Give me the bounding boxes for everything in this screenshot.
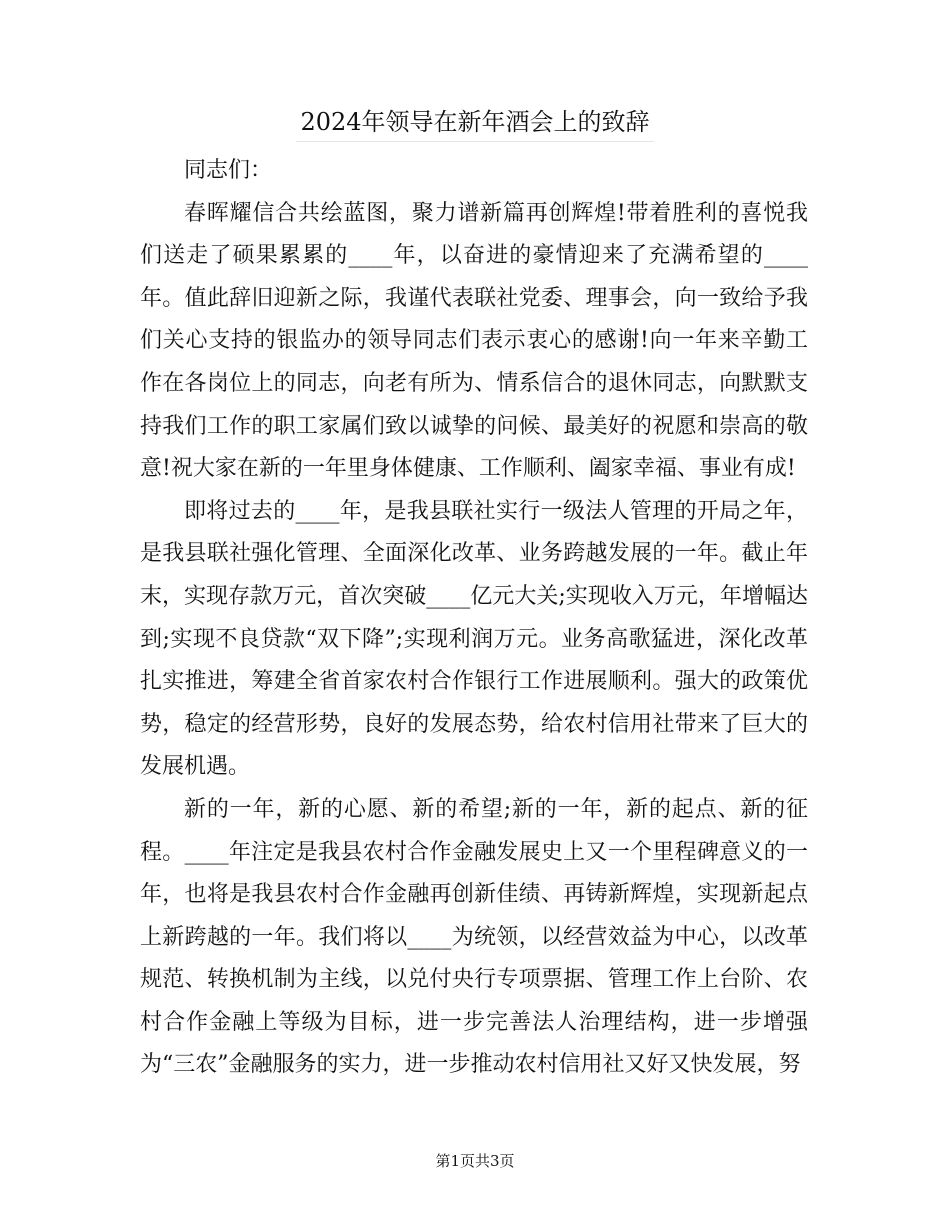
page-number: 第1页共3页 xyxy=(435,1152,515,1170)
paragraph-3: 新的一年，新的心愿、新的希望;新的一年，新的起点、新的征程。____年注定是我县农村合作金融发展史上又一个里程碑意义的一年，也将是我县农村合作金融再创新佳绩、再铸新辉煌，实现新起点上新跨越的一年。我们将以____为统领，以经营效益为中心，以改革规范、转换机制为主线，以兑付央行专项票据、管理工作上台阶、农村合作金融上等级为目标，进一步完善法人治理结构，进一步增强为“三农”金融服务的实力，进一步推动农村信用社又好又快发展，努 xyxy=(140,796,808,1078)
greeting: 同志们： xyxy=(184,158,273,183)
document-title xyxy=(0,104,950,142)
paragraph-1: 春晖耀信合共绘蓝图，聚力谱新篇再创辉煌!带着胜利的喜悦我们送走了硕果累累的____年，以奋进的豪情迎来了充满希望的____年。值此辞旧迎新之际，我谨代表联社党委、理事会，向一致给予我们关心支持的银监办的领导同志们表示衷心的感谢!向一年来辛勤工作在各岗位上的同志，向老有所为、情系信合的退休同志，向默默支持我们工作的职工家属们致以诚挚的问候、最美好的祝愿和崇高的敬意!祝大家在新的一年里身体健康、工作顺利、阖家幸福、事业有成! xyxy=(140,200,808,482)
document-title-text: 2024年领导在新年酒会上的致辞 xyxy=(296,104,653,142)
document-body xyxy=(140,150,808,1087)
paragraph-2: 即将过去的____年，是我县联社实行一级法人管理的开局之年，是我县联社强化管理、全面深化改革、业务跨越发展的一年。截止年末，实现存款万元，首次突破____亿元大关;实现收入万元，年增幅达到;实现不良贷款“双下降”;实现利润万元。业务高歌猛进，深化改革扎实推进，筹建全省首家农村合作银行工作进展顺利。强大的政策优势，稳定的经营形势，良好的发展态势，给农村信用社带来了巨大的发展机遇。 xyxy=(140,498,808,780)
